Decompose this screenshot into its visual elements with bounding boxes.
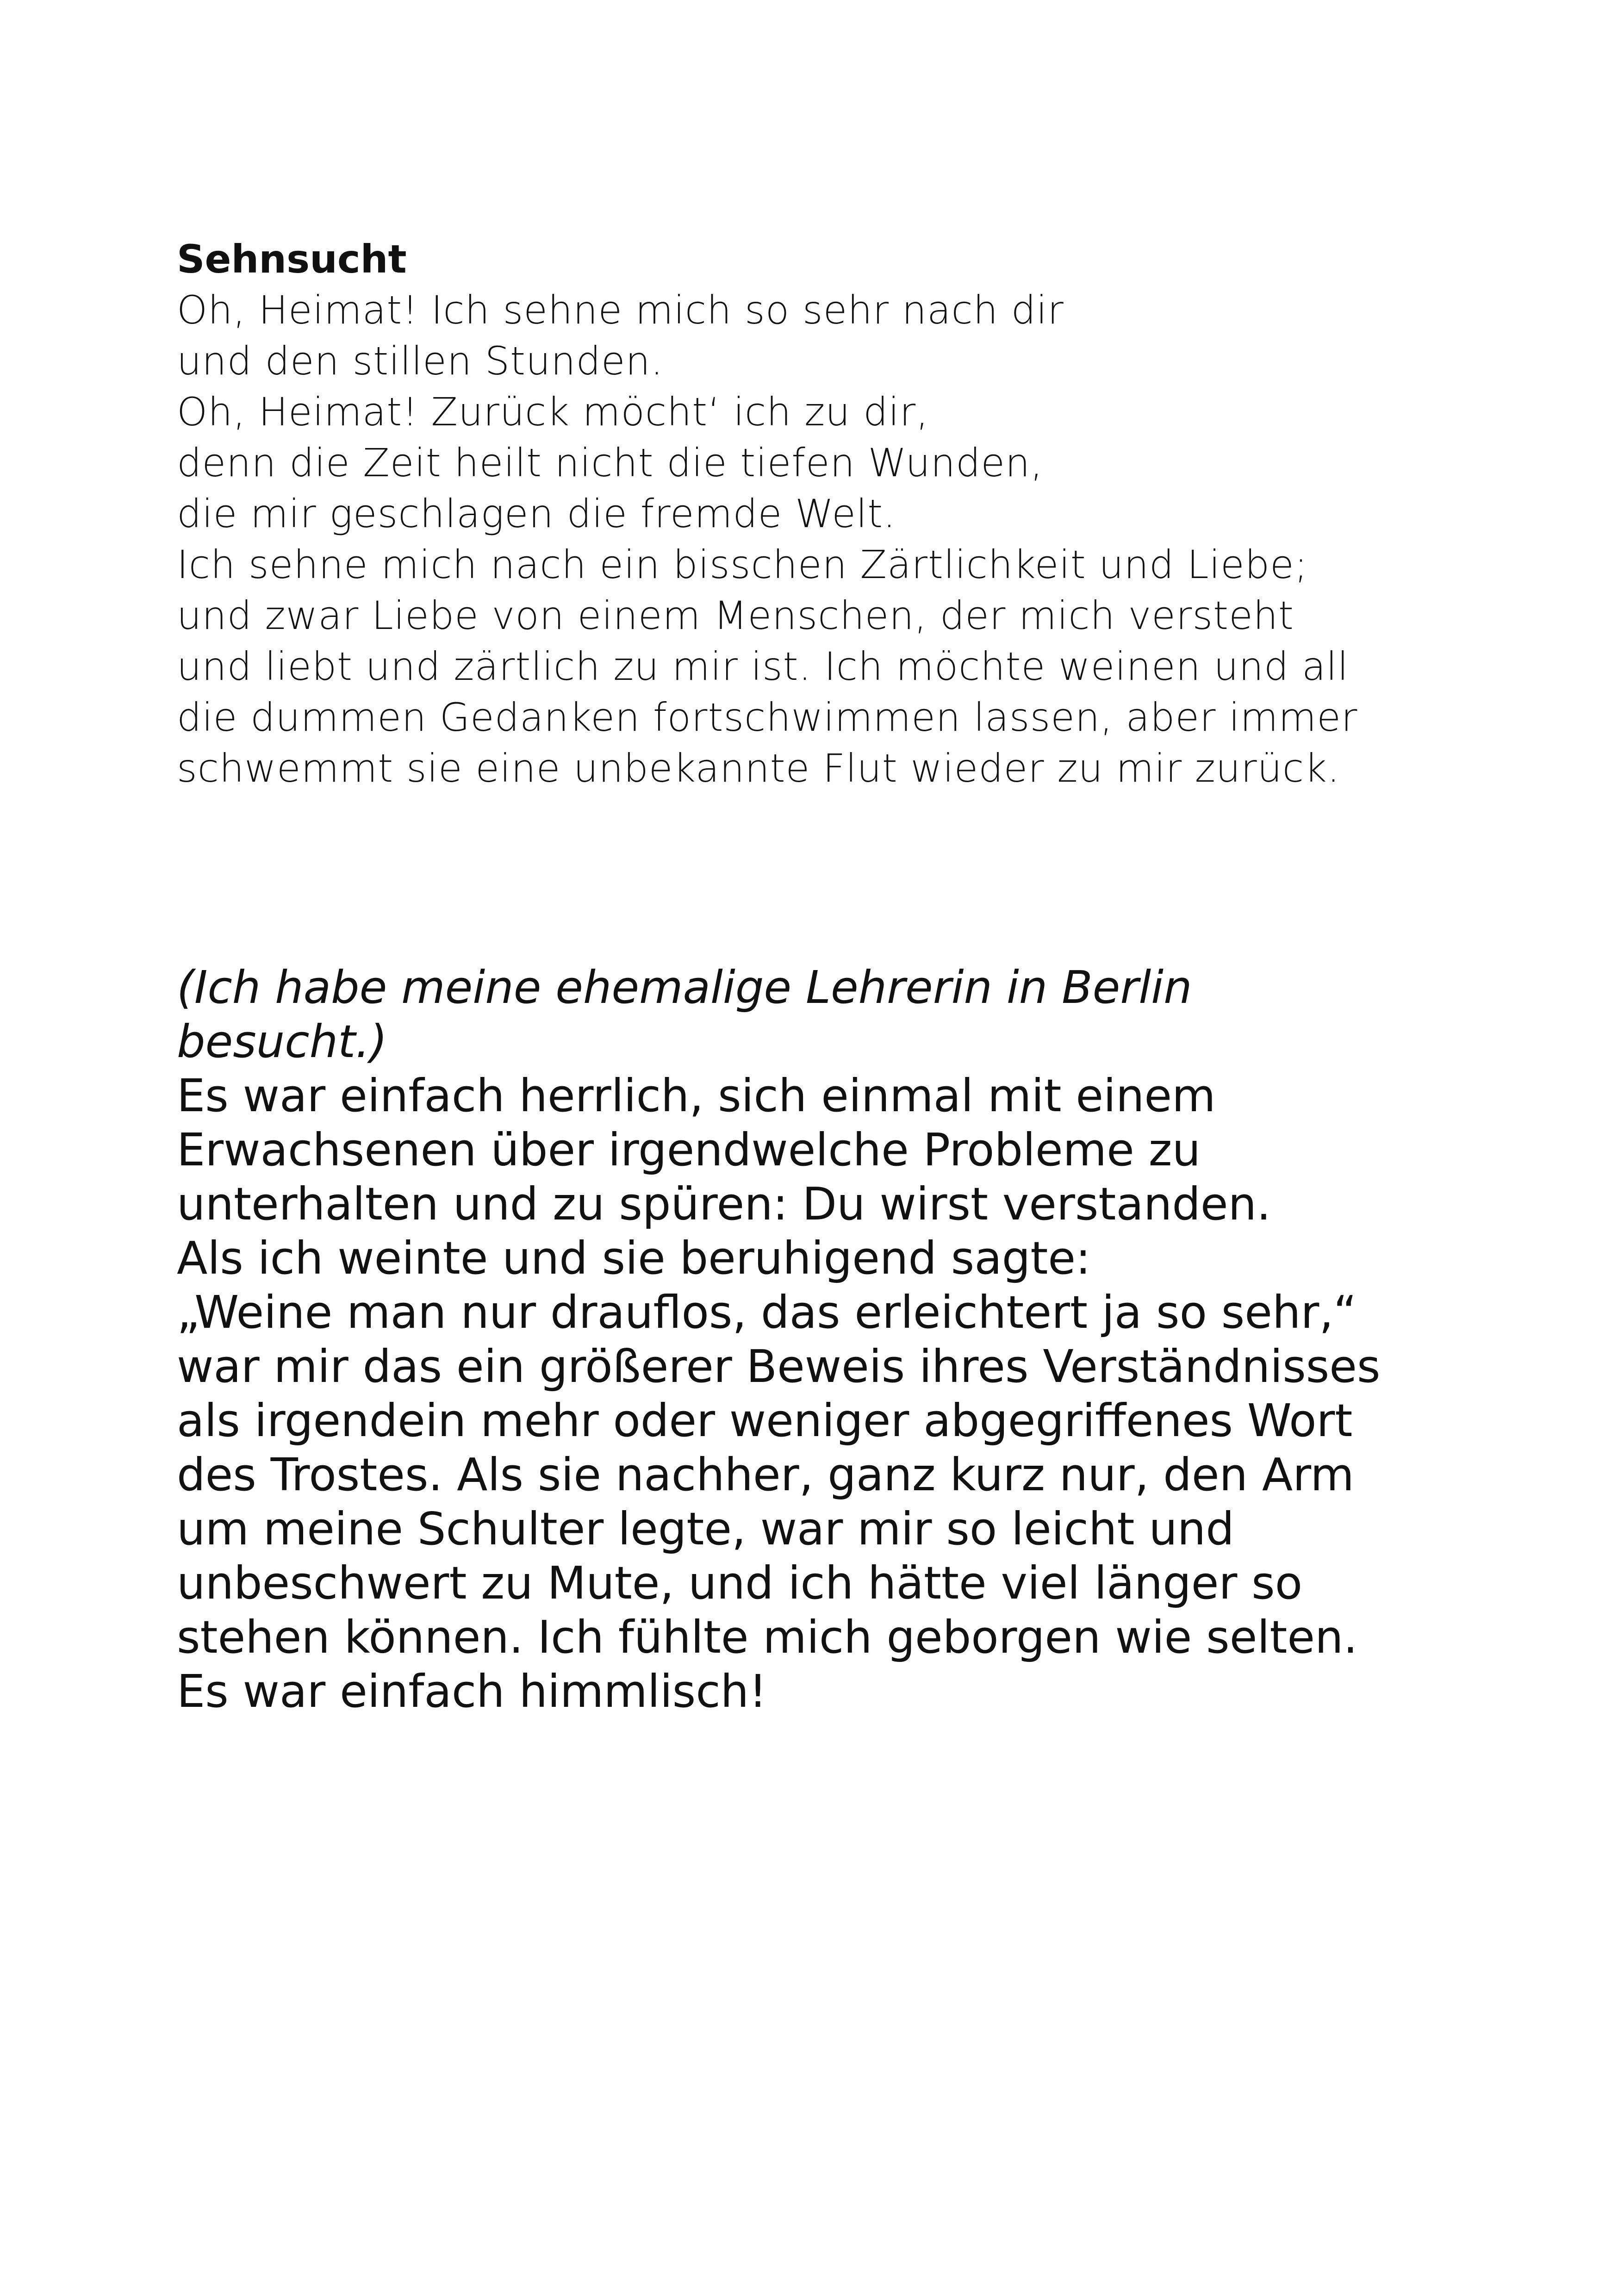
prose-line: unbeschwert zu Mute, und ich hätte viel länger so: [177, 1557, 1303, 1609]
prose-line: Es war einfach himmlisch!: [177, 1665, 767, 1717]
prose-line: Als ich weinte und sie beruhigend sagte:: [177, 1232, 1091, 1284]
poem-line: schwemmt sie eine unbekannte Flut wieder zu mir zurück.: [177, 746, 1340, 791]
prose-line: Es war einfach herrlich, sich einmal mit einem: [177, 1070, 1216, 1122]
poem-line: und den stillen Stunden.: [177, 338, 664, 384]
prose-line: um meine Schulter legte, war mir so leicht und: [177, 1503, 1234, 1555]
poem-line: denn die Zeit heilt nicht die tiefen Wunden,: [177, 440, 1043, 485]
poem-line: Oh, Heimat! Ich sehne mich so sehr nach dir: [177, 287, 1064, 333]
prose-line: war mir das ein größerer Beweis ihres Verständnisses: [177, 1340, 1381, 1393]
poem-line: Oh, Heimat! Zurück möcht‘ ich zu dir,: [177, 389, 929, 435]
prose-line: „Weine man nur drauflos, das erleichtert ja so sehr,“: [177, 1286, 1357, 1338]
prose-line: unterhalten und zu spüren: Du wirst verstanden.: [177, 1178, 1271, 1230]
prose-intro-line: (Ich habe meine ehemalige Lehrerin in Berlin: [177, 961, 1192, 1014]
poem-line: und liebt und zärtlich zu mir ist. Ich möchte weinen und all: [177, 644, 1349, 689]
poem-title: Sehnsucht: [177, 236, 407, 282]
prose-line: Erwachsenen über irgendwelche Probleme zu: [177, 1124, 1201, 1176]
poem-line: die mir geschlagen die fremde Welt.: [177, 491, 896, 536]
poem-line: die dummen Gedanken fortschwimmen lassen, aber immer: [177, 695, 1358, 740]
poem-section: [177, 234, 1519, 794]
prose-line: als irgendein mehr oder weniger abgegriffenes Wort: [177, 1394, 1353, 1447]
poem-line: und zwar Liebe von einem Menschen, der mich versteht: [177, 593, 1294, 638]
prose-line: des Trostes. Als sie nachher, ganz kurz nur, den Arm: [177, 1449, 1354, 1501]
prose-intro-line: besucht.): [177, 1015, 387, 1068]
poem-line: Ich sehne mich nach ein bisschen Zärtlichkeit und Liebe;: [177, 542, 1308, 587]
prose-section: [177, 960, 1547, 1718]
prose-line: stehen können. Ich fühlte mich geborgen wie selten.: [177, 1611, 1358, 1663]
